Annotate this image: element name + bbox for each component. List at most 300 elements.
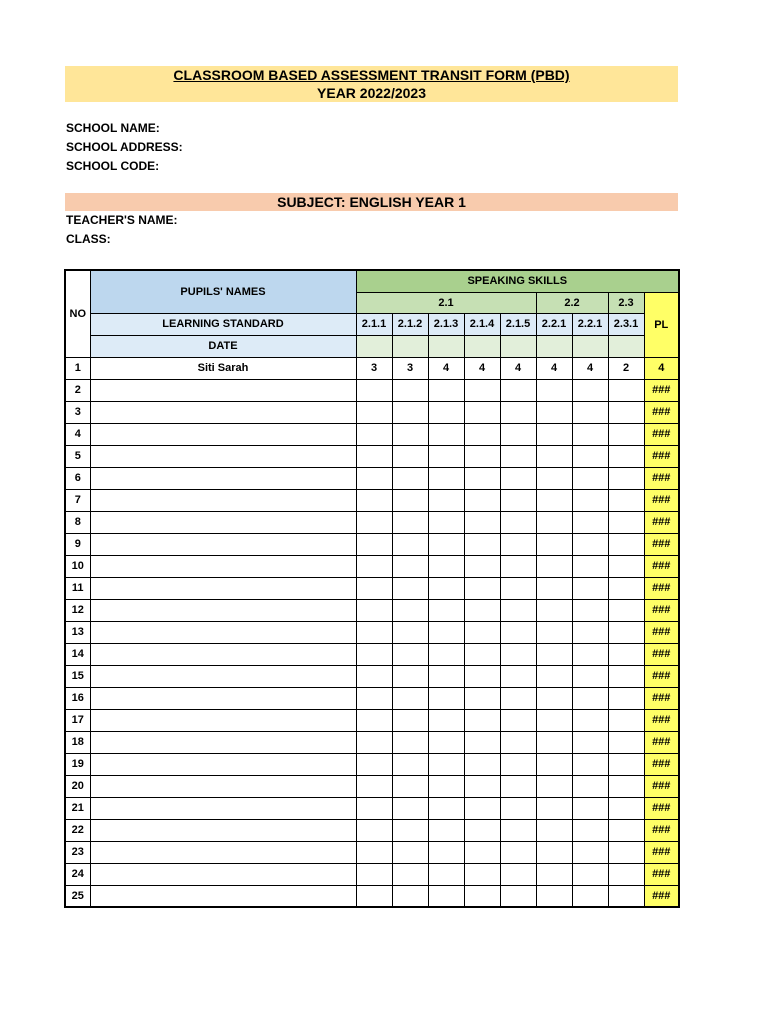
score-cell[interactable] <box>536 687 572 709</box>
score-cell[interactable] <box>536 511 572 533</box>
score-cell[interactable] <box>500 555 536 577</box>
score-cell[interactable] <box>536 379 572 401</box>
score-cell[interactable] <box>464 577 500 599</box>
score-cell[interactable] <box>608 863 644 885</box>
score-cell[interactable] <box>356 885 392 907</box>
score-cell[interactable] <box>428 577 464 599</box>
pl-cell: ### <box>644 775 679 797</box>
table-row <box>65 885 679 907</box>
score-cell[interactable] <box>392 797 428 819</box>
score-cell[interactable] <box>464 445 500 467</box>
score-cell[interactable] <box>392 599 428 621</box>
score-cell[interactable] <box>500 863 536 885</box>
score-cell[interactable] <box>392 709 428 731</box>
row-number: 21 <box>65 797 90 819</box>
pupil-name-cell[interactable] <box>90 489 356 511</box>
score-cell[interactable] <box>500 775 536 797</box>
score-cell[interactable] <box>356 863 392 885</box>
score-cell[interactable] <box>428 687 464 709</box>
pupil-name-cell[interactable] <box>90 885 356 907</box>
date-cell-2[interactable] <box>392 335 428 357</box>
table-row <box>65 687 679 709</box>
score-cell[interactable] <box>428 511 464 533</box>
score-cell[interactable] <box>500 401 536 423</box>
score-cell[interactable] <box>392 577 428 599</box>
score-cell[interactable] <box>392 533 428 555</box>
date-cell-4[interactable] <box>464 335 500 357</box>
score-cell[interactable] <box>356 665 392 687</box>
row-number: 8 <box>65 511 90 533</box>
row-number: 13 <box>65 621 90 643</box>
score-cell[interactable] <box>464 401 500 423</box>
score-cell[interactable] <box>356 753 392 775</box>
date-cell-3[interactable] <box>428 335 464 357</box>
score-cell[interactable] <box>464 379 500 401</box>
learning-standard-2: 2.1.2 <box>392 313 428 335</box>
score-cell[interactable] <box>536 841 572 863</box>
table-row <box>65 489 679 511</box>
score-cell[interactable] <box>608 687 644 709</box>
learning-standard-1: 2.1.1 <box>356 313 392 335</box>
score-cell[interactable] <box>464 555 500 577</box>
score-cell[interactable] <box>356 533 392 555</box>
score-cell[interactable] <box>500 577 536 599</box>
learning-standard-label: LEARNING STANDARD <box>90 313 356 335</box>
score-cell[interactable] <box>356 379 392 401</box>
score-cell[interactable] <box>500 709 536 731</box>
score-cell[interactable] <box>608 709 644 731</box>
score-cell[interactable] <box>392 445 428 467</box>
score-cell[interactable] <box>356 775 392 797</box>
table-row <box>65 709 679 731</box>
score-cell[interactable] <box>392 643 428 665</box>
pl-cell: ### <box>644 643 679 665</box>
pupil-name-cell[interactable] <box>90 687 356 709</box>
score-cell[interactable] <box>428 863 464 885</box>
pupil-name-cell[interactable] <box>90 511 356 533</box>
score-cell[interactable] <box>536 885 572 907</box>
score-cell[interactable] <box>572 533 608 555</box>
score-cell[interactable] <box>500 665 536 687</box>
score-cell[interactable] <box>428 379 464 401</box>
score-cell[interactable] <box>608 643 644 665</box>
score-cell[interactable] <box>536 819 572 841</box>
form-year: YEAR 2022/2023 <box>317 85 426 101</box>
score-cell[interactable] <box>356 841 392 863</box>
pl-cell: ### <box>644 577 679 599</box>
score-cell[interactable] <box>428 599 464 621</box>
pupil-name-cell[interactable] <box>90 379 356 401</box>
pl-cell: ### <box>644 665 679 687</box>
score-cell[interactable] <box>500 511 536 533</box>
score-cell[interactable] <box>356 445 392 467</box>
score-cell[interactable] <box>572 401 608 423</box>
score-cell[interactable]: 4 <box>464 357 500 379</box>
score-cell[interactable] <box>572 753 608 775</box>
table-row <box>65 863 679 885</box>
pl-cell: ### <box>644 489 679 511</box>
pupil-name-cell[interactable] <box>90 665 356 687</box>
score-cell[interactable] <box>392 753 428 775</box>
pl-cell: ### <box>644 621 679 643</box>
school-name-label: SCHOOL NAME: <box>66 121 160 135</box>
row-number: 6 <box>65 467 90 489</box>
score-cell[interactable] <box>536 731 572 753</box>
row-number: 1 <box>65 357 90 379</box>
score-cell[interactable] <box>500 687 536 709</box>
score-cell[interactable] <box>608 665 644 687</box>
score-cell[interactable] <box>464 467 500 489</box>
score-cell[interactable] <box>500 819 536 841</box>
score-cell[interactable]: 3 <box>356 357 392 379</box>
pl-cell: ### <box>644 423 679 445</box>
score-cell[interactable] <box>356 401 392 423</box>
score-cell[interactable] <box>608 511 644 533</box>
form-title-band <box>65 66 678 102</box>
pl-cell: ### <box>644 819 679 841</box>
score-cell[interactable] <box>572 577 608 599</box>
score-cell[interactable] <box>536 489 572 511</box>
score-cell[interactable] <box>536 863 572 885</box>
score-cell[interactable] <box>428 489 464 511</box>
pl-cell: ### <box>644 533 679 555</box>
learning-standard-8: 2.3.1 <box>608 313 644 335</box>
score-cell[interactable] <box>428 423 464 445</box>
table-row <box>65 445 679 467</box>
score-cell[interactable] <box>536 533 572 555</box>
pupil-name-cell[interactable] <box>90 599 356 621</box>
score-cell[interactable] <box>428 885 464 907</box>
score-cell[interactable] <box>500 445 536 467</box>
row-number: 3 <box>65 401 90 423</box>
table-row <box>65 753 679 775</box>
pl-cell: ### <box>644 445 679 467</box>
score-cell[interactable] <box>464 643 500 665</box>
score-cell[interactable] <box>428 775 464 797</box>
pupil-name-cell[interactable] <box>90 731 356 753</box>
pupil-name-cell[interactable] <box>90 423 356 445</box>
score-cell[interactable] <box>428 445 464 467</box>
score-cell[interactable] <box>392 423 428 445</box>
score-cell[interactable] <box>536 709 572 731</box>
score-cell[interactable] <box>464 863 500 885</box>
pupil-name-cell[interactable] <box>90 709 356 731</box>
score-cell[interactable]: 4 <box>572 357 608 379</box>
pupil-name-cell[interactable] <box>90 621 356 643</box>
group-header-2-3: 2.3 <box>608 292 644 313</box>
pl-cell: ### <box>644 599 679 621</box>
score-cell[interactable] <box>500 753 536 775</box>
row-number: 14 <box>65 643 90 665</box>
score-cell[interactable] <box>392 511 428 533</box>
score-cell[interactable] <box>572 555 608 577</box>
row-number: 10 <box>65 555 90 577</box>
score-cell[interactable] <box>392 885 428 907</box>
school-info <box>66 119 183 176</box>
pupil-name-cell[interactable] <box>90 445 356 467</box>
pupil-name-cell[interactable] <box>90 643 356 665</box>
score-cell[interactable] <box>464 775 500 797</box>
score-cell[interactable] <box>356 489 392 511</box>
score-cell[interactable] <box>536 555 572 577</box>
pupil-name-cell[interactable] <box>90 819 356 841</box>
score-cell[interactable] <box>392 489 428 511</box>
score-cell[interactable] <box>392 731 428 753</box>
pl-cell: ### <box>644 731 679 753</box>
table-row <box>65 775 679 797</box>
score-cell[interactable] <box>536 643 572 665</box>
score-cell[interactable] <box>536 665 572 687</box>
score-cell[interactable] <box>608 577 644 599</box>
score-cell[interactable] <box>464 621 500 643</box>
score-cell[interactable] <box>392 841 428 863</box>
score-cell[interactable] <box>536 797 572 819</box>
score-cell[interactable] <box>356 709 392 731</box>
table-row <box>65 643 679 665</box>
score-cell[interactable] <box>356 555 392 577</box>
pupils-names-header: PUPILS' NAMES <box>90 270 356 313</box>
score-cell[interactable] <box>464 489 500 511</box>
score-cell[interactable] <box>428 643 464 665</box>
score-cell[interactable] <box>356 819 392 841</box>
pupil-name-cell[interactable]: Siti Sarah <box>90 357 356 379</box>
score-cell[interactable] <box>608 731 644 753</box>
table-row <box>65 731 679 753</box>
learning-standard-6: 2.2.1 <box>536 313 572 335</box>
score-cell[interactable] <box>428 797 464 819</box>
score-cell[interactable] <box>500 731 536 753</box>
score-cell[interactable] <box>464 819 500 841</box>
class-label: CLASS: <box>66 232 111 246</box>
score-cell[interactable] <box>392 819 428 841</box>
group-header-2-2: 2.2 <box>536 292 608 313</box>
subject-band <box>65 193 678 211</box>
score-cell[interactable] <box>572 621 608 643</box>
row-number: 5 <box>65 445 90 467</box>
score-cell[interactable] <box>392 379 428 401</box>
row-number: 17 <box>65 709 90 731</box>
date-cell-7[interactable] <box>572 335 608 357</box>
row-number: 22 <box>65 819 90 841</box>
score-cell[interactable] <box>572 489 608 511</box>
score-cell[interactable] <box>608 489 644 511</box>
table-row <box>65 665 679 687</box>
pupil-name-cell[interactable] <box>90 401 356 423</box>
pupil-name-cell[interactable] <box>90 467 356 489</box>
score-cell[interactable] <box>572 665 608 687</box>
score-cell[interactable] <box>572 775 608 797</box>
score-cell[interactable] <box>428 665 464 687</box>
score-cell[interactable] <box>572 599 608 621</box>
score-cell[interactable] <box>500 423 536 445</box>
score-cell[interactable]: 4 <box>536 357 572 379</box>
score-cell[interactable] <box>572 819 608 841</box>
row-number: 11 <box>65 577 90 599</box>
score-cell[interactable] <box>572 687 608 709</box>
pupil-name-cell[interactable] <box>90 533 356 555</box>
score-cell[interactable] <box>356 621 392 643</box>
score-cell[interactable]: 3 <box>392 357 428 379</box>
score-cell[interactable] <box>428 731 464 753</box>
pl-cell: ### <box>644 401 679 423</box>
score-cell[interactable]: 4 <box>428 357 464 379</box>
score-cell[interactable] <box>536 775 572 797</box>
score-cell[interactable] <box>464 533 500 555</box>
score-cell[interactable] <box>536 401 572 423</box>
score-cell[interactable] <box>572 511 608 533</box>
score-cell[interactable] <box>428 555 464 577</box>
date-cell-1[interactable] <box>356 335 392 357</box>
score-cell[interactable] <box>608 467 644 489</box>
score-cell[interactable] <box>608 599 644 621</box>
table-row <box>65 797 679 819</box>
learning-standard-4: 2.1.4 <box>464 313 500 335</box>
pupil-name-cell[interactable] <box>90 577 356 599</box>
score-cell[interactable] <box>608 819 644 841</box>
score-cell[interactable] <box>608 423 644 445</box>
score-cell[interactable] <box>608 445 644 467</box>
row-number: 4 <box>65 423 90 445</box>
score-cell[interactable] <box>464 841 500 863</box>
score-cell[interactable] <box>356 797 392 819</box>
score-cell[interactable]: 2 <box>608 357 644 379</box>
score-cell[interactable] <box>536 423 572 445</box>
score-cell[interactable] <box>464 797 500 819</box>
score-cell[interactable] <box>608 775 644 797</box>
row-number: 12 <box>65 599 90 621</box>
score-cell[interactable] <box>608 379 644 401</box>
score-cell[interactable] <box>428 621 464 643</box>
score-cell[interactable] <box>392 401 428 423</box>
score-cell[interactable] <box>536 445 572 467</box>
table-row <box>65 555 679 577</box>
score-cell[interactable] <box>428 841 464 863</box>
row-number: 20 <box>65 775 90 797</box>
score-cell[interactable] <box>464 709 500 731</box>
score-cell[interactable] <box>500 599 536 621</box>
score-cell[interactable] <box>536 753 572 775</box>
score-cell[interactable] <box>608 841 644 863</box>
score-cell[interactable] <box>392 621 428 643</box>
assessment-table <box>64 269 680 908</box>
score-cell[interactable] <box>500 797 536 819</box>
score-cell[interactable] <box>464 753 500 775</box>
date-cell-5[interactable] <box>500 335 536 357</box>
score-cell[interactable] <box>356 423 392 445</box>
pupil-name-cell[interactable] <box>90 863 356 885</box>
score-cell[interactable] <box>464 885 500 907</box>
row-number: 2 <box>65 379 90 401</box>
score-cell[interactable] <box>356 599 392 621</box>
score-cell[interactable] <box>428 533 464 555</box>
score-cell[interactable] <box>608 401 644 423</box>
pupil-name-cell[interactable] <box>90 555 356 577</box>
score-cell[interactable] <box>500 621 536 643</box>
score-cell[interactable] <box>572 885 608 907</box>
score-cell[interactable] <box>608 621 644 643</box>
score-cell[interactable] <box>356 511 392 533</box>
score-cell[interactable] <box>500 643 536 665</box>
score-cell[interactable] <box>572 467 608 489</box>
row-number: 25 <box>65 885 90 907</box>
date-cell-6[interactable] <box>536 335 572 357</box>
pl-cell: ### <box>644 709 679 731</box>
pupil-name-cell[interactable] <box>90 753 356 775</box>
score-cell[interactable] <box>428 753 464 775</box>
score-cell[interactable] <box>572 841 608 863</box>
score-cell[interactable] <box>500 379 536 401</box>
score-cell[interactable] <box>572 863 608 885</box>
score-cell[interactable] <box>392 555 428 577</box>
score-cell[interactable] <box>608 753 644 775</box>
pl-cell: ### <box>644 753 679 775</box>
score-cell[interactable] <box>392 775 428 797</box>
score-cell[interactable] <box>536 467 572 489</box>
score-cell[interactable] <box>500 885 536 907</box>
score-cell[interactable] <box>608 797 644 819</box>
score-cell[interactable] <box>536 599 572 621</box>
pupil-name-cell[interactable] <box>90 797 356 819</box>
score-cell[interactable] <box>356 687 392 709</box>
score-cell[interactable] <box>536 577 572 599</box>
row-number: 16 <box>65 687 90 709</box>
score-cell[interactable] <box>464 731 500 753</box>
pupil-name-cell[interactable] <box>90 841 356 863</box>
score-cell[interactable] <box>572 797 608 819</box>
score-cell[interactable] <box>464 511 500 533</box>
score-cell[interactable] <box>428 819 464 841</box>
score-cell[interactable] <box>608 885 644 907</box>
score-cell[interactable] <box>608 533 644 555</box>
score-cell[interactable] <box>572 445 608 467</box>
score-cell[interactable] <box>356 731 392 753</box>
score-cell[interactable] <box>392 665 428 687</box>
score-cell[interactable] <box>500 489 536 511</box>
score-cell[interactable] <box>392 467 428 489</box>
score-cell[interactable] <box>392 863 428 885</box>
score-cell[interactable] <box>572 379 608 401</box>
speaking-skills-header: SPEAKING SKILLS <box>356 270 679 292</box>
score-cell[interactable] <box>500 841 536 863</box>
pl-cell: ### <box>644 511 679 533</box>
score-cell[interactable] <box>428 467 464 489</box>
pl-cell: ### <box>644 379 679 401</box>
pupil-name-cell[interactable] <box>90 775 356 797</box>
score-cell[interactable] <box>464 423 500 445</box>
score-cell[interactable] <box>608 555 644 577</box>
date-cell-8[interactable] <box>608 335 644 357</box>
score-cell[interactable] <box>356 467 392 489</box>
score-cell[interactable]: 4 <box>500 357 536 379</box>
score-cell[interactable] <box>428 709 464 731</box>
score-cell[interactable] <box>392 687 428 709</box>
score-cell[interactable] <box>572 423 608 445</box>
score-cell[interactable] <box>572 643 608 665</box>
score-cell[interactable] <box>500 467 536 489</box>
score-cell[interactable] <box>356 643 392 665</box>
score-cell[interactable] <box>572 731 608 753</box>
school-address-label: SCHOOL ADDRESS: <box>66 140 183 154</box>
score-cell[interactable] <box>464 665 500 687</box>
score-cell[interactable] <box>464 599 500 621</box>
score-cell[interactable] <box>464 687 500 709</box>
score-cell[interactable] <box>536 621 572 643</box>
score-cell[interactable] <box>500 533 536 555</box>
score-cell[interactable] <box>428 401 464 423</box>
pl-cell: ### <box>644 687 679 709</box>
score-cell[interactable] <box>356 577 392 599</box>
score-cell[interactable] <box>572 709 608 731</box>
